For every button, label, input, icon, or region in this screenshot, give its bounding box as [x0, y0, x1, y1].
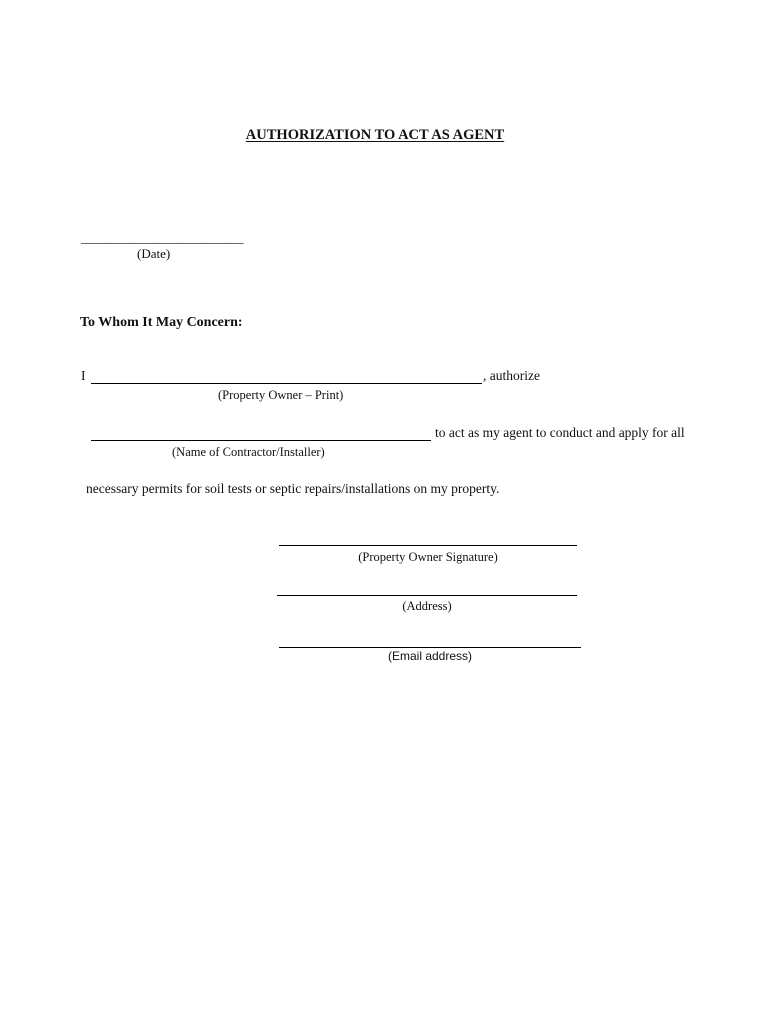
address-line — [277, 595, 577, 596]
body-text: necessary permits for soil tests or septic repairs/installations on my property. — [86, 481, 500, 496]
email-label: (Email address) — [387, 649, 473, 663]
signature-label: (Property Owner Signature) — [358, 550, 498, 564]
date-blank-line: ___________________________ — [81, 230, 243, 245]
owner-suffix: , authorize — [483, 368, 540, 383]
date-label: (Date) — [137, 246, 171, 261]
contractor-suffix: to act as my agent to conduct and apply for all — [435, 425, 685, 440]
contractor-line — [91, 440, 431, 441]
owner-prefix: I — [81, 368, 86, 383]
address-label: (Address) — [402, 599, 452, 613]
email-line — [279, 647, 581, 648]
salutation: To Whom It May Concern: — [80, 315, 243, 330]
signature-line — [279, 545, 577, 546]
owner-print-label: (Property Owner – Print) — [218, 388, 344, 402]
owner-print-line — [91, 383, 482, 384]
contractor-label: (Name of Contractor/Installer) — [172, 445, 325, 459]
document-title: AUTHORIZATION TO ACT AS AGENT — [245, 127, 505, 143]
